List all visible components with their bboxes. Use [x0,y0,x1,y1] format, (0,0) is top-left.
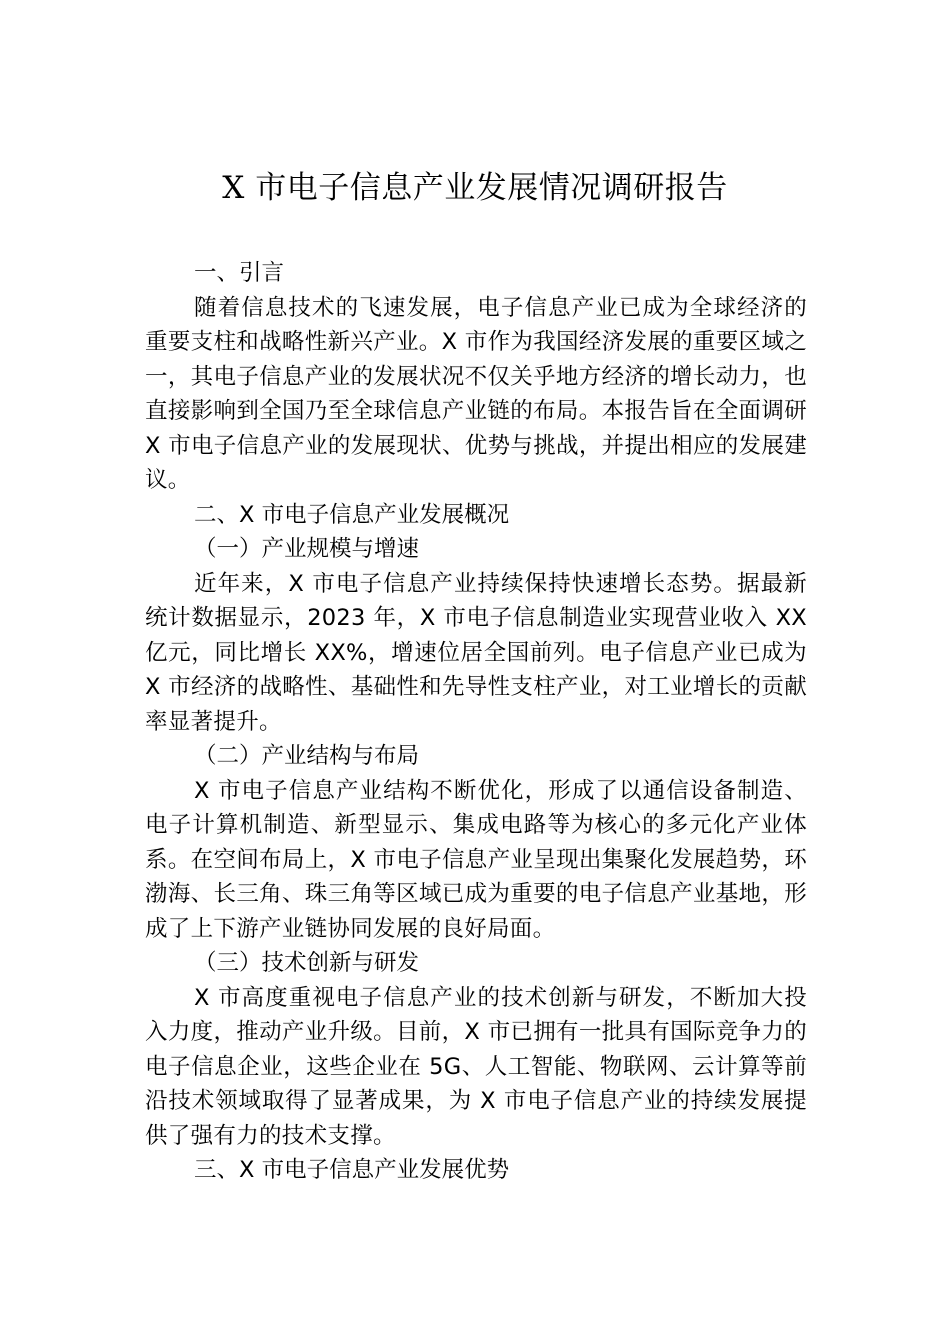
document-body [145,256,807,1188]
section-heading-introduction: 一、引言 [194,260,285,286]
paragraph-innovation-rd: X 市高度重视电子信息产业的技术创新与研发，不断加大投入力度，推动产业升级。目前，X 市已拥有一批具有国际竞争力的电子信息企业，这些企业在 5G、人工智能、物联网、云计算等前沿技术领域取得了显著成果，为 X 市电子信息产业的持续发展提供了强有力的技术支撑。 [145,984,807,1149]
paragraph-introduction: 随着信息技术的飞速发展，电子信息产业已成为全球经济的重要支柱和战略性新兴产业。X 市作为我国经济发展的重要区域之一，其电子信息产业的发展状况不仅关乎地方经济的增长动力，也直接影响到全国乃至全球信息产业链的布局。本报告旨在全面调研 X 市电子信息产业的发展现状、优势与挑战，并提出相应的发展建议。 [145,294,807,493]
subsection-heading-innovation-rd: （三）技术创新与研发 [194,950,420,976]
section-heading-overview: 二、X 市电子信息产业发展概况 [194,501,510,528]
paragraph-structure-layout: X 市电子信息产业结构不断优化，形成了以通信设备制造、电子计算机制造、新型显示、集成电路等为核心的多元化产业体系。在空间布局上，X 市电子信息产业呈现出集聚化发展趋势，环渤海、长三角、珠三角等区域已成为重要的电子信息产业基地，形成了上下游产业链协同发展的良好局面。 [145,777,807,942]
paragraph-scale-growth: 近年来，X 市电子信息产业持续保持快速增长态势。据最新统计数据显示，2023 年，X 市电子信息制造业实现营业收入 XX 亿元，同比增长 XX%，增速位居全国前列。电子信息产业已成为 X 市经济的战略性、基础性和先导性支柱产业，对工业增长的贡献率显著提升。 [145,570,807,735]
subsection-heading-scale-growth: （一）产业规模与增速 [194,536,420,562]
subsection-heading-structure-layout: （二）产业结构与布局 [194,743,420,769]
document-title: X 市电子信息产业发展情况调研报告 [222,170,728,206]
section-heading-advantages: 三、X 市电子信息产业发展优势 [194,1157,510,1183]
